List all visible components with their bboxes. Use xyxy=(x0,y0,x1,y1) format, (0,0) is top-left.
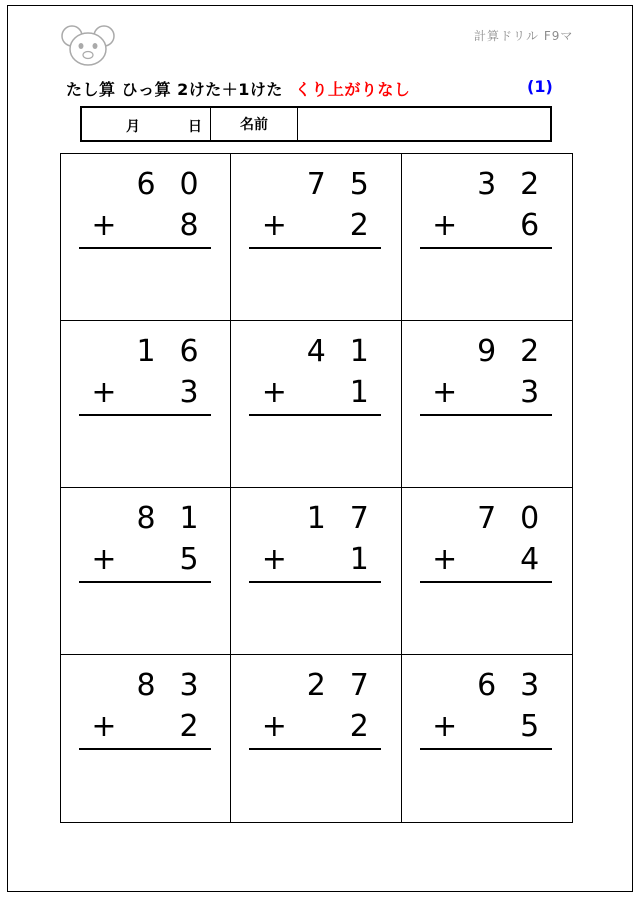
addend-digit: 3 xyxy=(520,375,540,410)
problem-cell[interactable] xyxy=(61,488,231,655)
answer-line xyxy=(420,414,552,416)
tens-digit: 3 xyxy=(477,167,497,202)
sheet-number: (1) xyxy=(527,77,553,96)
answer-line xyxy=(249,748,381,750)
ones-digit: 3 xyxy=(179,668,199,703)
addend-digit: 2 xyxy=(349,208,369,243)
plus-sign: + xyxy=(91,542,117,577)
tens-digit: 8 xyxy=(136,668,156,703)
title-main: たし算 ひっ算 2けた＋1けた xyxy=(66,80,283,99)
month-label: 月 xyxy=(126,119,140,135)
tens-digit: 1 xyxy=(306,501,326,536)
problem-cell[interactable] xyxy=(402,655,572,822)
problem-cell[interactable] xyxy=(231,655,401,822)
answer-line xyxy=(79,748,211,750)
ones-digit: 6 xyxy=(179,334,199,369)
problem-grid xyxy=(60,153,573,823)
name-label: 名前 xyxy=(211,108,298,140)
tens-digit: 7 xyxy=(306,167,326,202)
tens-digit: 2 xyxy=(306,668,326,703)
plus-sign: + xyxy=(91,709,117,744)
addend-digit: 8 xyxy=(179,208,199,243)
plus-sign: + xyxy=(261,375,287,410)
problem-cell[interactable] xyxy=(231,488,401,655)
addend-digit: 2 xyxy=(349,709,369,744)
answer-line xyxy=(249,414,381,416)
answer-line xyxy=(249,247,381,249)
ones-digit: 7 xyxy=(349,668,369,703)
plus-sign: + xyxy=(261,208,287,243)
problem-cell[interactable] xyxy=(231,321,401,488)
tens-digit: 7 xyxy=(477,501,497,536)
problem-cell[interactable] xyxy=(61,655,231,822)
ones-digit: 2 xyxy=(520,334,540,369)
problem-cell[interactable] xyxy=(61,321,231,488)
addend-digit: 1 xyxy=(349,542,369,577)
problem-cell[interactable] xyxy=(402,154,572,321)
ones-digit: 5 xyxy=(349,167,369,202)
day-label: 日 xyxy=(188,119,202,135)
answer-line xyxy=(79,581,211,583)
plus-sign: + xyxy=(261,709,287,744)
tens-digit: 6 xyxy=(477,668,497,703)
name-field[interactable] xyxy=(298,108,550,140)
tens-digit: 6 xyxy=(136,167,156,202)
ones-digit: 7 xyxy=(349,501,369,536)
answer-line xyxy=(420,748,552,750)
tens-digit: 9 xyxy=(477,334,497,369)
plus-sign: + xyxy=(432,542,458,577)
date-field[interactable] xyxy=(82,108,211,140)
answer-line xyxy=(79,247,211,249)
addend-digit: 5 xyxy=(179,542,199,577)
title-accent: くり上がりなし xyxy=(294,80,411,99)
addend-digit: 5 xyxy=(520,709,540,744)
addend-digit: 6 xyxy=(520,208,540,243)
addend-digit: 2 xyxy=(179,709,199,744)
plus-sign: + xyxy=(91,208,117,243)
tens-digit: 8 xyxy=(136,501,156,536)
answer-line xyxy=(420,247,552,249)
plus-sign: + xyxy=(261,542,287,577)
ones-digit: 0 xyxy=(179,167,199,202)
ones-digit: 1 xyxy=(349,334,369,369)
problem-cell[interactable] xyxy=(231,154,401,321)
ones-digit: 0 xyxy=(520,501,540,536)
addend-digit: 4 xyxy=(520,542,540,577)
tens-digit: 4 xyxy=(306,334,326,369)
plus-sign: + xyxy=(432,709,458,744)
answer-line xyxy=(79,414,211,416)
worksheet-title xyxy=(66,77,410,100)
answer-line xyxy=(420,581,552,583)
addend-digit: 3 xyxy=(179,375,199,410)
addend-digit: 1 xyxy=(349,375,369,410)
bear-face-icon xyxy=(60,24,116,68)
problem-cell[interactable] xyxy=(61,154,231,321)
problem-cell[interactable] xyxy=(402,321,572,488)
plus-sign: + xyxy=(91,375,117,410)
tens-digit: 1 xyxy=(136,334,156,369)
plus-sign: + xyxy=(432,208,458,243)
plus-sign: + xyxy=(432,375,458,410)
brand-label: 計算ドリル F9マ xyxy=(474,29,574,43)
ones-digit: 3 xyxy=(520,668,540,703)
name-date-bar xyxy=(80,106,552,142)
ones-digit: 2 xyxy=(520,167,540,202)
ones-digit: 1 xyxy=(179,501,199,536)
problem-cell[interactable] xyxy=(402,488,572,655)
answer-line xyxy=(249,581,381,583)
